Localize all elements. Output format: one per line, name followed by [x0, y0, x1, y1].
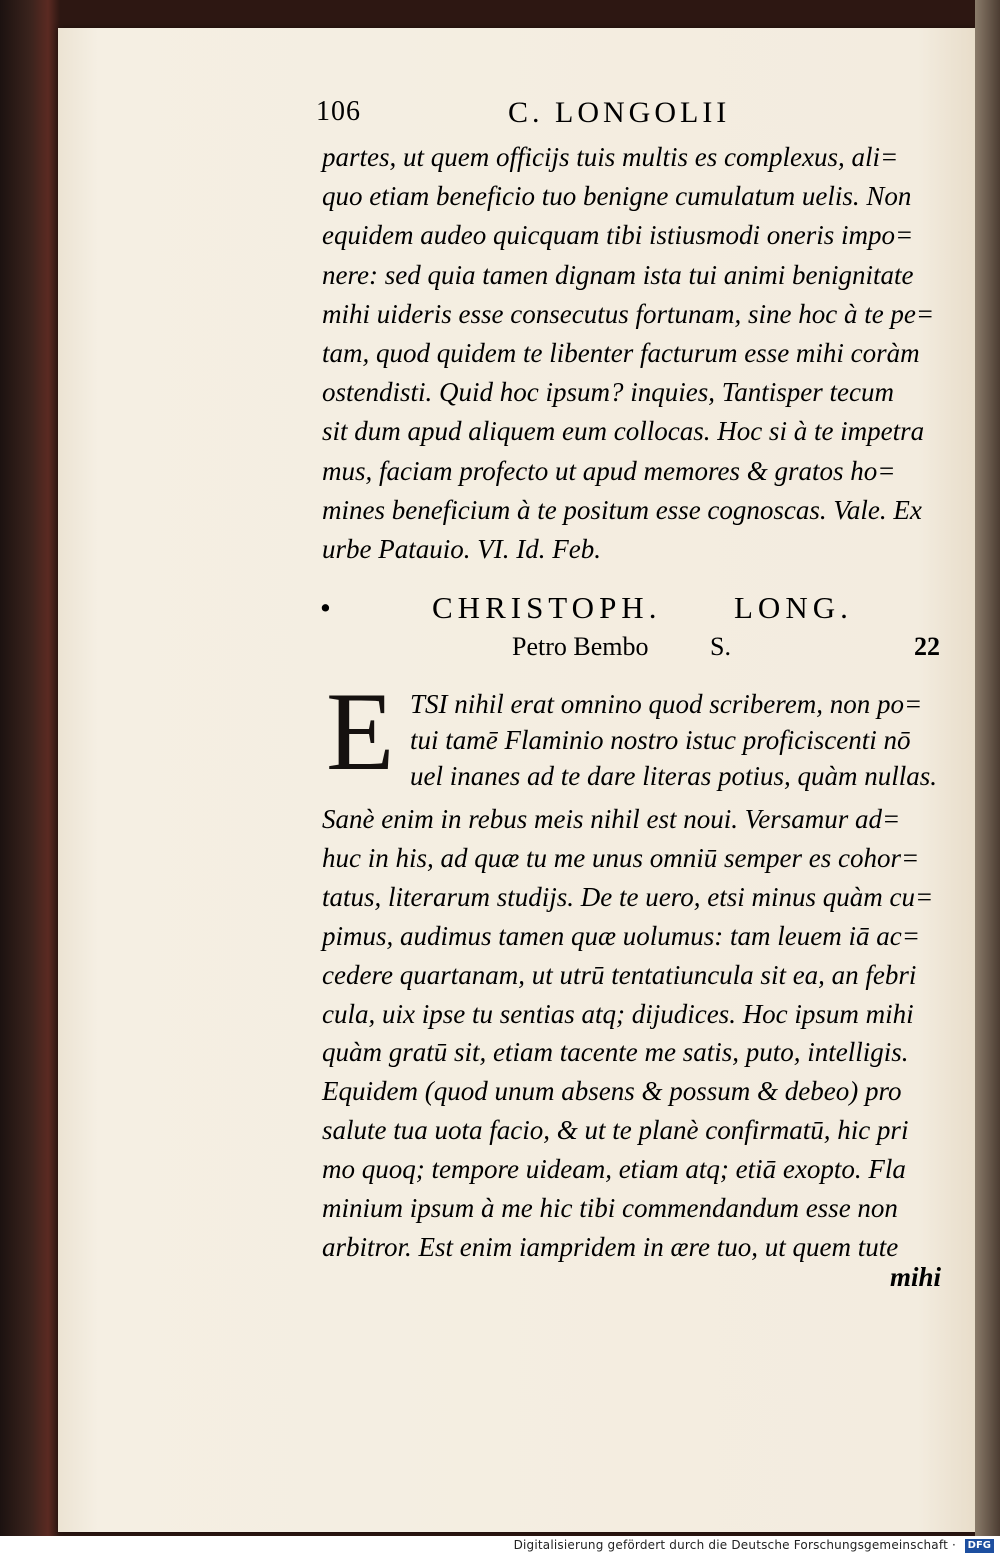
text-line: tatus, literarum studijs. De te uero, etsi minus quàm cu= [322, 881, 934, 912]
text-line: tam, quod quidem te libenter facturum esse mihi coràm [322, 338, 920, 369]
digitization-footer [0, 1536, 1000, 1556]
text-line: mus, faciam profecto ut apud memores & gratos ho= [322, 455, 896, 486]
author-first-name: CHRISTOPH. [432, 590, 662, 625]
text-line: mo quoq; tempore uideam, etiam atq; etiā exopto. Fla [322, 1154, 906, 1185]
text-line: sit dum apud aliquem eum collocas. Hoc si à te impetra [322, 416, 925, 447]
text-line: pimus, audimus tamen quæ uolumus: tam leuem iā ac= [322, 920, 920, 951]
text-line: Sanè enim in rebus meis nihil est noui. Versamur ad= [322, 804, 901, 834]
text-line: minium ipsum à me hic tibi commendandum esse non [322, 1193, 898, 1224]
running-title: C. LONGOLII [508, 96, 731, 129]
letter-number: 22 [914, 632, 940, 661]
catchword: mihi [890, 1262, 942, 1292]
text-line: mines beneficium à te positum esse cognoscas. Vale. Ex [322, 494, 922, 525]
text-line: quàm gratū sit, etiam tacente me satis, puto, intelligis. [322, 1037, 909, 1068]
text-line: urbe Patauio. VI. Id. Feb. [322, 534, 601, 565]
text-line: partes, ut quem officijs tuis multis es complexus, ali= [322, 142, 899, 172]
funding-credit: Digitalisierung gefördert durch die Deutsche Forschungsgemeinschaft · [513, 1538, 956, 1552]
text-line: ostendisti. Quid hoc ipsum? inquies, Tantisper tecum [322, 377, 894, 408]
page-number: 106 [316, 96, 361, 127]
page-edge [975, 0, 1000, 1556]
text-line: cula, uix ipse tu sentias atq; dijudices. Hoc ipsum mihi [322, 998, 914, 1029]
greeting: S. [710, 632, 731, 661]
text-line: uel inanes ad te dare literas potius, quàm nullas. [410, 761, 937, 791]
text-line: arbitror. Est enim iampridem in ære tuo, ut quem tute [322, 1231, 899, 1262]
drop-cap-lines [410, 686, 970, 794]
text-line: TSI nihil erat omnino quod scriberem, non po= [410, 689, 923, 719]
text-line: quo etiam beneficio tuo benigne cumulatum uelis. Non [322, 181, 912, 212]
text-line: nere: sed quia tamen dignam ista tui animi benignitate [322, 259, 914, 290]
text-line: Equidem (quod unum absens & possum & debeo) pro [322, 1076, 902, 1107]
dfg-logo: DFG [965, 1539, 994, 1553]
heading-bullet: • [320, 590, 336, 625]
recipient: Petro Bembo [512, 632, 649, 661]
text-line: mihi uideris esse consecutus fortunam, sine hoc à te pe= [322, 298, 935, 329]
drop-cap: E [326, 670, 395, 794]
text-line: equidem audeo quicquam tibi istiusmodi oneris impo= [322, 220, 914, 251]
first-passage [322, 138, 962, 569]
text-line: tui tamē Flaminio nostro istuc proficiscenti nō [410, 725, 911, 755]
text-line: cedere quartanam, ut utrū tentatiuncula sit ea, an febri [322, 959, 917, 990]
second-passage [322, 800, 962, 1267]
text-line: huc in his, ad quæ tu me unus omniū semper es cohor= [322, 842, 920, 873]
author-surname: LONG. [734, 590, 853, 625]
text-line: salute tua uota facio, & ut te planè confirmatū, hic pri [322, 1115, 909, 1146]
running-head [316, 96, 856, 138]
